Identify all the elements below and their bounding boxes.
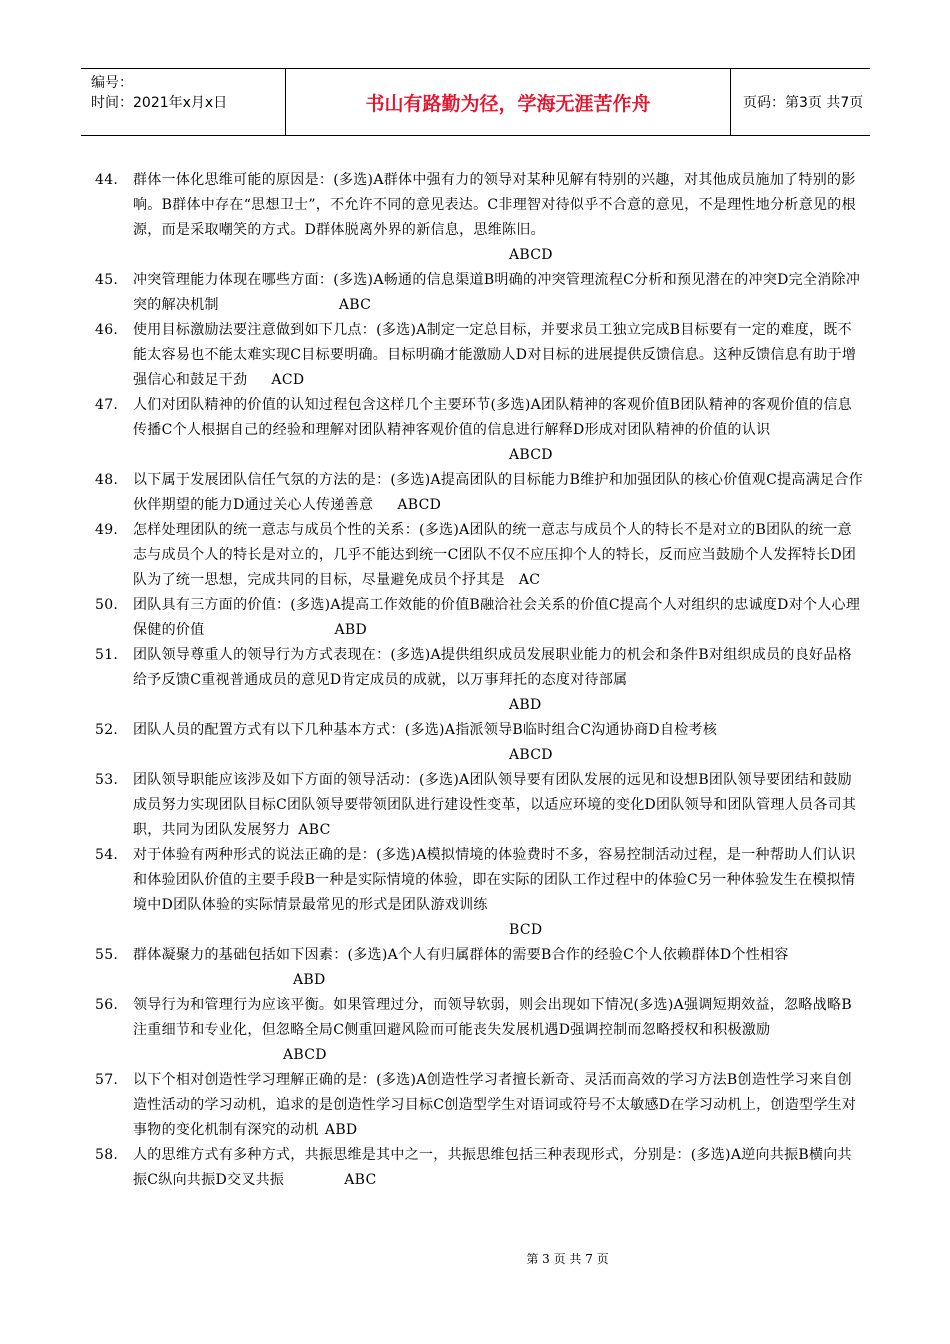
question-number: 54. xyxy=(95,847,119,863)
question-item xyxy=(95,1068,865,1143)
question-answer: ABC xyxy=(298,822,331,838)
question-number: 49. xyxy=(95,522,119,538)
question-text: 群体凝聚力的基础包括如下因素：(多选)A个人有归属群体的需要B合作的经验C个人依赖群体D个性相容 xyxy=(133,947,789,963)
question-item xyxy=(95,593,865,643)
question-number: 45. xyxy=(95,272,119,288)
question-answer: ABCD xyxy=(509,247,553,263)
question-text: 团队具有三方面的价值：(多选)A提高工作效能的价值B融洽社会关系的价值C提高个人对组织的忠诚度D对个人心理保健的价值 xyxy=(133,597,861,638)
question-list xyxy=(95,168,865,1193)
question-answer: ABCD xyxy=(509,447,553,463)
question-item xyxy=(95,268,865,318)
question-number: 48. xyxy=(95,472,119,488)
question-item xyxy=(95,393,865,468)
question-number: 55. xyxy=(95,947,119,963)
question-item xyxy=(95,643,865,718)
question-item xyxy=(95,318,865,393)
question-number: 53. xyxy=(95,772,119,788)
question-text: 冲突管理能力体现在哪些方面：(多选)A畅通的信息渠道B明确的冲突管理流程C分析和预见潜在的冲突D完全消除冲突的解决机制 xyxy=(133,272,861,313)
question-number: 57. xyxy=(95,1072,119,1088)
page-header xyxy=(81,68,870,136)
question-item xyxy=(95,768,865,843)
question-number: 58. xyxy=(95,1147,119,1163)
question-answer: BCD xyxy=(509,922,543,938)
question-text: 领导行为和管理行为应该平衡。如果管理过分，而领导软弱，则会出现如下情况(多选)A强调短期效益，忽略战略B注重细节和专业化，但忽略全局C侧重回避风险而可能丧失发展机遇D强调控制而忽略授权和积极激励 xyxy=(133,997,852,1038)
page-footer: 第 3 页 共 7 页 xyxy=(526,1252,609,1266)
question-number: 51. xyxy=(95,647,119,663)
question-answer: ABCD xyxy=(397,497,442,513)
question-item xyxy=(95,168,865,268)
question-text: 群体一体化思维可能的原因是：(多选)A群体中强有力的领导对某种见解有特别的兴趣，对其他成员施加了特别的影响。B群体中存在“思想卫士”，不允许不同的意见表达。C非理智对待似乎不合意的意见，不是理性地分析意见的根源，而是采取嘲笑的方式。D群体脱离外界的新信息，思维陈旧。 xyxy=(133,172,856,238)
question-answer: AC xyxy=(518,572,541,588)
header-motto: 书山有路勤为径，学海无涯苦作舟 xyxy=(285,69,731,135)
question-item xyxy=(95,518,865,593)
question-number: 52. xyxy=(95,722,119,738)
question-item xyxy=(95,718,865,768)
header-meta xyxy=(81,69,285,135)
question-text: 人的思维方式有多种方式，共振思维是其中之一，共振思维包括三种表现形式，分别是：(多选)A逆向共振B横向共振C纵向共振D交叉共振 xyxy=(133,1147,852,1188)
question-number: 47. xyxy=(95,397,119,413)
question-text: 人们对团队精神的价值的认知过程包含这样几个主要环节(多选)A团队精神的客观价值B团队精神的客观价值的信息传播C个人根据自己的经验和理解对团队精神客观价值的信息进行解释D形成对团队精神的价值的认识 xyxy=(133,397,852,438)
question-number: 50. xyxy=(95,597,119,613)
question-number: 56. xyxy=(95,997,119,1013)
question-text: 团队领导尊重人的领导行为方式表现在：(多选)A提供组织成员发展职业能力的机会和条件B对组织成员的良好品格给予反馈C重视普通成员的意见D肯定成员的成就，以万事拜托的态度对待部属 xyxy=(133,647,852,688)
question-item xyxy=(95,943,865,993)
question-answer: ABD xyxy=(324,1122,358,1138)
question-text: 使用目标激励法要注意做到如下几点：(多选)A制定一定总目标，并要求员工独立完成B目标要有一定的难度，既不能太容易也不能太难实现C目标要明确。目标明确才能激励人D对目标的进展提供反馈信息。这种反馈信息有助于增强信心和鼓足干劲 xyxy=(133,322,857,388)
question-text: 怎样处理团队的统一意志与成员个性的关系：(多选)A团队的统一意志与成员个人的特长不是对立的B团队的统一意志与成员个人的特长是对立的，几乎不能达到统一C团队不仅不应压抑个人的特长，反而应当鼓励个人发挥特长D团队为了统一思想，完成共同的目标，尽量避免成员个抒其是 xyxy=(133,522,857,588)
question-item xyxy=(95,468,865,518)
question-text: 以下属于发展团队信任气氛的方法的是：(多选)A提高团队的目标能力B维护和加强团队的核心价值观C提高满足合作伙伴期望的能力D通过关心人传递善意 xyxy=(133,472,863,513)
question-answer: ABCD xyxy=(509,747,553,763)
header-time-label: 时间：2021年x月x日 xyxy=(91,95,228,111)
question-item xyxy=(95,993,865,1068)
question-number: 44. xyxy=(95,172,119,188)
header-code-label: 编号： xyxy=(91,75,133,91)
question-text: 以下个相对创造性学习理解正确的是：(多选)A创造性学习者擅长新奇、灵活而高效的学习方法B创造性学习来自创造性活动的学习动机，追求的是创造性学习目标C创造型学生对语词或符号不太敏感D在学习动机上，创造型学生对事物的变化机制有深究的动机 xyxy=(133,1072,857,1138)
question-answer: ABC xyxy=(338,297,372,313)
question-text: 团队领导职能应该涉及如下方面的领导活动：(多选)A团队领导要有团队发展的远见和设想B团队领导要团结和鼓励成员努力实现团队目标C团队领导要带领团队进行建设性变革，以适应环境的变化D团队领导和团队管理人员各司其职，共同为团队发展努力 xyxy=(133,772,857,838)
question-answer: ACD xyxy=(271,372,305,388)
question-text: 团队人员的配置方式有以下几种基本方式：(多选)A指派领导B临时组合C沟通协商D自检考核 xyxy=(133,722,718,738)
question-item xyxy=(95,1143,865,1193)
question-answer: ABC xyxy=(344,1172,377,1188)
question-text: 对于体验有两种形式的说法正确的是：(多选)A模拟情境的体验费时不多，容易控制活动过程，是一种帮助人们认识和体验团队价值的主要手段B一种是实际情境的体验，即在实际的团队工作过程中的体验C另一种体验发生在模拟情境中D团队体验的实际情景最常见的形式是团队游戏训练 xyxy=(133,847,856,913)
question-answer: ABD xyxy=(509,697,542,713)
question-answer: ABD xyxy=(293,972,326,988)
question-item xyxy=(95,843,865,943)
question-answer: ABCD xyxy=(283,1047,327,1063)
question-number: 46. xyxy=(95,322,119,338)
question-answer: ABD xyxy=(334,622,368,638)
header-page-label: 页码：第3页 共7页 xyxy=(743,95,864,111)
